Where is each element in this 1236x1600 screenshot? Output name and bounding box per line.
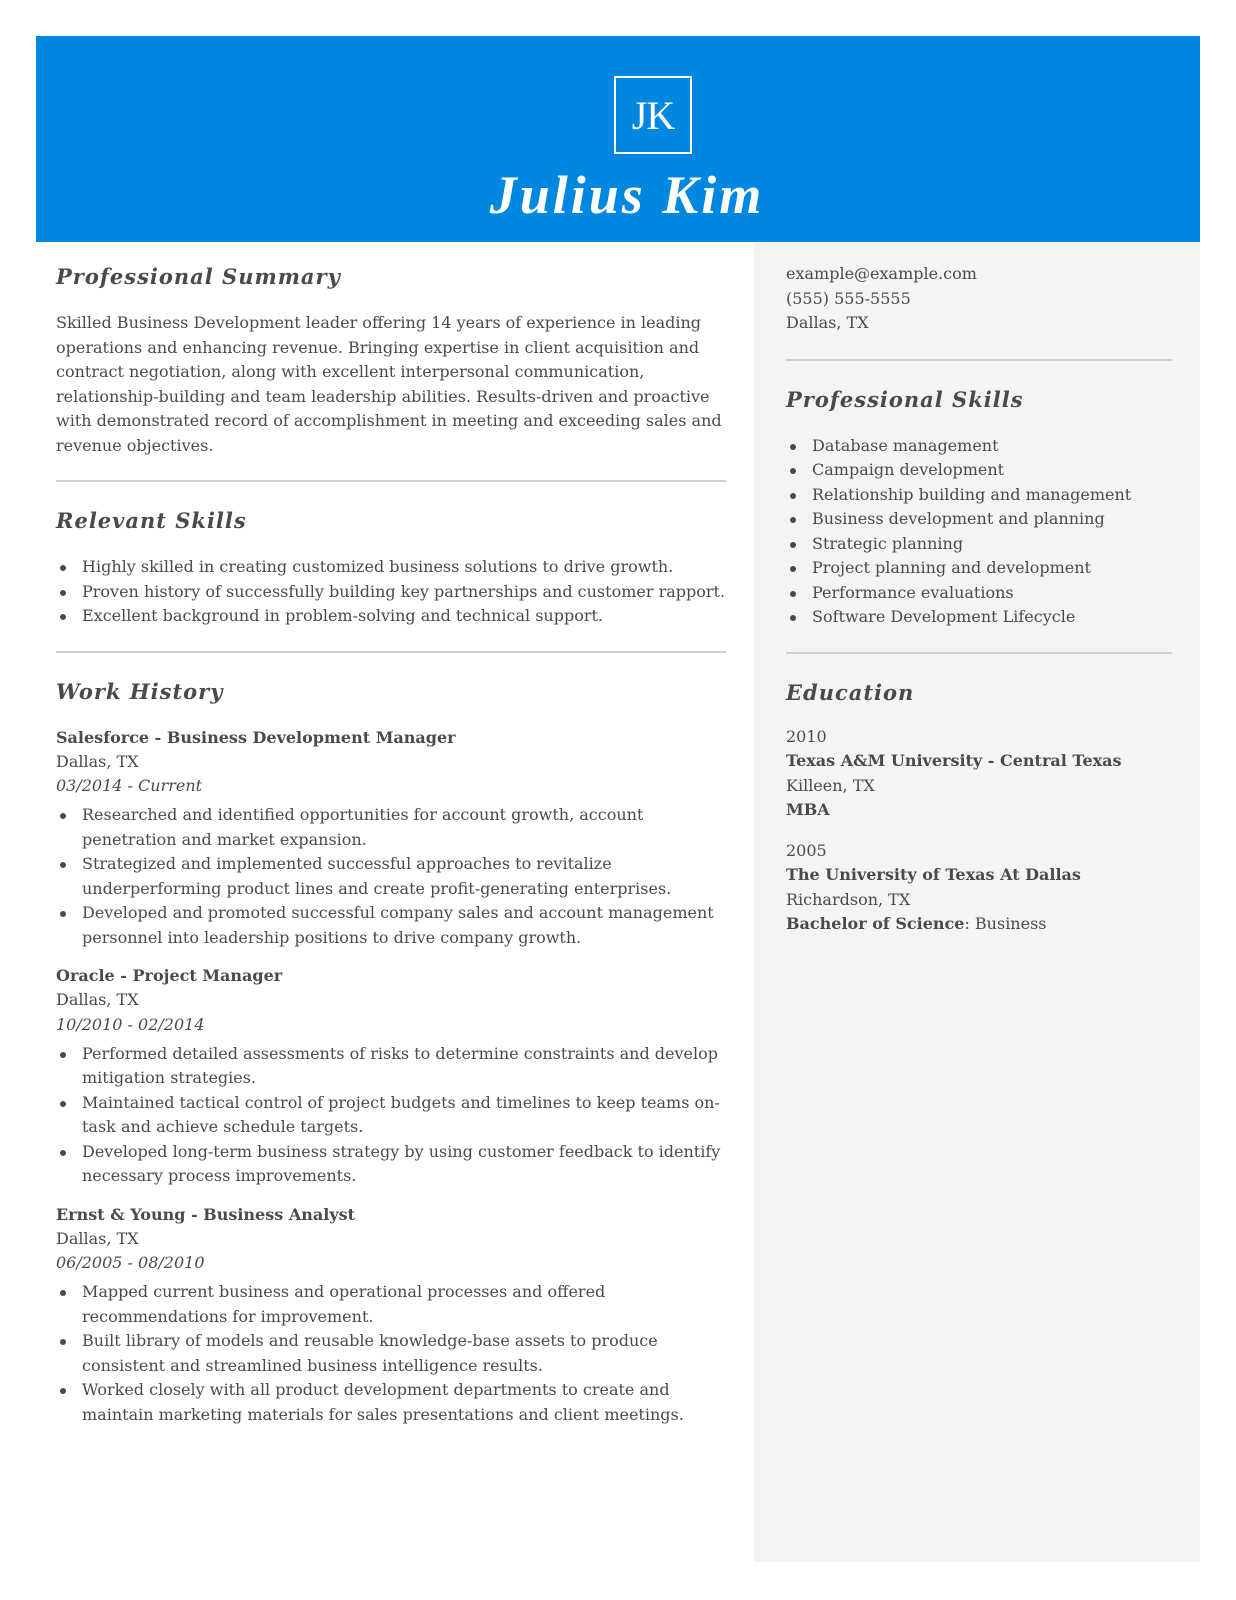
list-item xyxy=(56,604,726,629)
job-dates: 10/2010 - 02/2014 xyxy=(56,1014,205,1034)
list-item-text: Project planning and development xyxy=(812,558,1091,577)
education-heading: Education xyxy=(786,679,915,705)
bullet-icon xyxy=(60,862,66,868)
bullet-icon xyxy=(60,590,66,596)
list-item-text: Proven history of successfully building key partnerships and customer rapport. xyxy=(82,581,726,601)
relevant-skills-list xyxy=(56,555,726,629)
list-item-text: Database management xyxy=(812,435,999,455)
summary-text: Skilled Business Development leader offering 14 years of experience in leading operations and enhancing revenue. Bringing expertise in client acquisition and contract negotiation, along with excellent interpersonal communication, relationship-building and team leadership abilities. Results-driven and proactive with demonstrated record of accomplishment in meeting and exceeding sales and revenue objectives. xyxy=(56,313,722,455)
list-item-text: Performed detailed assessments of risks to determine constraints and develop mitigation strategies. xyxy=(82,1043,718,1087)
bullet-icon xyxy=(60,911,66,917)
list-item xyxy=(56,1378,726,1427)
main-column xyxy=(56,242,726,1427)
education-year: 2005 xyxy=(786,840,827,860)
education-degree-line xyxy=(786,912,1172,937)
list-item xyxy=(786,556,1172,581)
job-bullets xyxy=(56,1280,726,1427)
job-dates: 06/2005 - 08/2010 xyxy=(56,1253,205,1272)
list-item xyxy=(786,434,1172,459)
bullet-icon xyxy=(790,591,796,597)
list-item xyxy=(786,507,1172,532)
education-degree-line xyxy=(786,798,1172,823)
list-item-text: Maintained tactical control of project budgets and timelines to keep teams on-task and achieve schedule targets. xyxy=(82,1092,720,1136)
job-entry xyxy=(56,1203,726,1428)
professional-skills-heading: Professional Skills xyxy=(786,386,1024,412)
education-degree: Bachelor of Science xyxy=(786,914,965,933)
list-item-text: Excellent background in problem-solving and technical support. xyxy=(82,606,603,625)
list-item-text: Worked closely with all product development departments to create and maintain marketing materials for sales presentations and client meetings. xyxy=(82,1380,684,1424)
list-item xyxy=(56,1329,726,1378)
section-divider xyxy=(786,652,1172,654)
candidate-name: Julius Kim xyxy=(489,165,765,225)
job-location: Dallas, TX xyxy=(56,751,139,771)
education-year: 2010 xyxy=(786,726,827,746)
list-item-text: Business development and planning xyxy=(812,509,1105,528)
list-item xyxy=(56,580,726,605)
job-title: Salesforce - Business Development Manager xyxy=(56,727,456,747)
summary-heading: Professional Summary xyxy=(56,264,341,289)
list-item-text: Campaign development xyxy=(812,460,1005,479)
list-item-text: Strategic planning xyxy=(812,533,964,553)
list-item xyxy=(56,901,726,950)
bullet-icon xyxy=(790,517,796,523)
bullet-icon xyxy=(60,565,66,571)
bullet-icon xyxy=(60,1290,66,1296)
monogram-logo: JK xyxy=(614,76,692,154)
list-item xyxy=(56,1042,726,1091)
list-item xyxy=(56,1140,726,1189)
bullet-icon xyxy=(60,813,66,819)
education-location: Killeen, TX xyxy=(786,775,875,795)
list-item xyxy=(56,555,726,580)
bullet-icon xyxy=(60,1101,66,1107)
education-entry xyxy=(786,839,1172,937)
job-entry xyxy=(56,726,726,951)
list-item-text: Researched and identified opportunities for account growth, account penetration and market expansion. xyxy=(82,805,644,849)
list-item xyxy=(786,532,1172,557)
bullet-icon xyxy=(790,444,796,450)
list-item-text: Software Development Lifecycle xyxy=(812,607,1076,626)
bullet-icon xyxy=(60,1150,66,1156)
job-title: Ernst & Young - Business Analyst xyxy=(56,1204,356,1224)
job-location: Dallas, TX xyxy=(56,1228,139,1248)
list-item-text: Developed long-term business strategy by using customer feedback to identify necessary process improvements. xyxy=(82,1141,721,1185)
list-item-text: Strategized and implemented successful approaches to revitalize underperforming product lines and create profit-generating enterprises. xyxy=(82,854,672,898)
list-item xyxy=(56,803,726,852)
work-history-heading: Work History xyxy=(56,678,224,704)
education-school: Texas A&M University - Central Texas xyxy=(786,751,1122,770)
list-item xyxy=(786,605,1172,630)
bullet-icon xyxy=(790,493,796,499)
section-divider xyxy=(56,480,726,482)
contact-email[interactable]: example@example.com xyxy=(786,264,977,283)
list-item-text: Relationship building and management xyxy=(812,484,1132,504)
job-dates: 03/2014 - Current xyxy=(56,776,203,795)
education-school: The University of Texas At Dallas xyxy=(786,865,1081,884)
job-location: Dallas, TX xyxy=(56,990,139,1009)
list-item-text: Developed and promoted successful company sales and account management personnel into leadership positions to drive company growth. xyxy=(82,903,714,947)
education-list xyxy=(786,725,1172,937)
list-item xyxy=(56,1280,726,1329)
sidebar-column xyxy=(786,242,1172,937)
list-item xyxy=(786,581,1172,606)
job-bullets xyxy=(56,1042,726,1189)
contact-phone: (555) 555-5555 xyxy=(786,288,911,308)
list-item-text: Performance evaluations xyxy=(812,582,1014,602)
work-history-list xyxy=(56,726,726,1428)
section-divider xyxy=(786,359,1172,361)
list-item-text: Mapped current business and operational processes and offered recommendations for improvement. xyxy=(82,1282,606,1326)
bullet-icon xyxy=(60,1339,66,1345)
list-item-text: Highly skilled in creating customized business solutions to drive growth. xyxy=(82,557,674,576)
bullet-icon xyxy=(60,1052,66,1058)
education-degree: MBA xyxy=(786,800,830,819)
bullet-icon xyxy=(60,614,66,620)
bullet-icon xyxy=(60,1388,66,1394)
bullet-icon xyxy=(790,468,796,474)
list-item xyxy=(786,458,1172,483)
education-location: Richardson, TX xyxy=(786,889,911,909)
list-item xyxy=(786,483,1172,508)
job-entry xyxy=(56,964,726,1189)
bullet-icon xyxy=(790,542,796,548)
relevant-skills-heading: Relevant Skills xyxy=(56,508,247,533)
contact-location: Dallas, TX xyxy=(786,313,869,332)
bullet-icon xyxy=(790,566,796,572)
list-item-text: Built library of models and reusable knowledge-base assets to produce consistent and streamlined business intelligence results. xyxy=(82,1331,658,1375)
education-field: : Business xyxy=(964,914,1047,933)
education-entry xyxy=(786,725,1172,823)
job-bullets xyxy=(56,803,726,950)
list-item xyxy=(56,852,726,901)
section-divider xyxy=(56,651,726,653)
job-title: Oracle - Project Manager xyxy=(56,966,283,985)
contact-block xyxy=(786,262,1172,336)
professional-skills-list xyxy=(786,434,1172,630)
list-item xyxy=(56,1091,726,1140)
header-banner xyxy=(36,36,1200,242)
bullet-icon xyxy=(790,615,796,621)
